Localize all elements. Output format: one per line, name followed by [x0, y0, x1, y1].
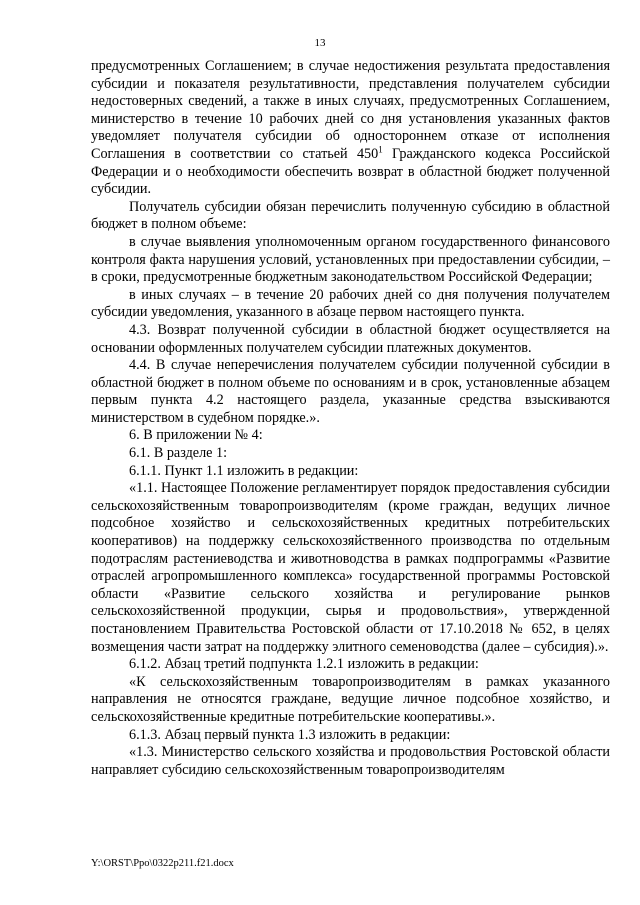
paragraph: 6.1.3. Абзац первый пункта 1.3 изложить в редакции: [129, 726, 451, 743]
paragraph: 6.1. В разделе 1: [129, 445, 228, 462]
paragraph: «1.3. Министерство сельского хозяйства и продовольствия Ростовской области направляет субсидию сельскохозяйственным товаропроизводителям [91, 744, 610, 778]
document-body [91, 58, 610, 779]
paragraph: в случае выявления уполномоченным органом государственного финансового контроля факта нарушения условий, установленных при предоставлении субсидии, – в сроки, предусмотренные бюджетным законодательством Российской Федерации; [91, 233, 610, 286]
paragraph: 6.1.2. Абзац третий подпункта 1.2.1 изложить в редакции: [129, 656, 479, 673]
paragraph: 6. В приложении № 4: [129, 427, 263, 444]
paragraph: 4.4. В случае неперечисления получателем субсидии полученной субсидии в областной бюджет в полном объеме по основаниям и в срок, установленные абзацем первым пункта 4.2 настоящего раздела, указанные средства взыскиваются министерством в судебном порядке.». [91, 357, 610, 426]
paragraph-text-tail: Гражданского кодекса Российской Федерации и о необходимости обеспечить возврат в областной бюджет полученной субсидии. [91, 145, 610, 198]
footer-file-path: Y:\ORST\Ppo\0322p211.f21.docx [91, 858, 234, 869]
paragraph: 6.1.1. Пункт 1.1 изложить в редакции: [129, 462, 359, 479]
paragraph: 4.3. Возврат полученной субсидии в областной бюджет осуществляется на основании оформленных получателем субсидии платежных документов. [91, 321, 610, 356]
paragraph: «К сельскохозяйственным товаропроизводителям в рамках указанного направления не относятся граждане, ведущие личное подсобное хозяйство, и сельскохозяйственные кредитные потребительские кооперативы.». [91, 673, 610, 725]
paragraph [91, 58, 610, 199]
paragraph: в иных случаях – в течение 20 рабочих дней со дня получения получателем субсидии уведомления, указанного в абзаце первом настоящего пункта. [91, 286, 610, 321]
paragraph: Получатель субсидии обязан перечислить полученную субсидию в областной бюджет в полном объеме: [91, 198, 610, 233]
footnote-superscript: 1 [378, 144, 383, 155]
page-number: 13 [314, 37, 326, 49]
paragraph: «1.1. Настоящее Положение регламентирует порядок предоставления субсидии сельскохозяйственным товаропроизводителям (кроме граждан, ведущих личное подсобное хозяйство и сельскохозяйственных кредитных потребительских кооперативов) на поддержку сельскохозяйственного производства по отдельным подотраслям растениеводства и животноводства в рамках подпрограммы «Развитие отраслей агропромышленного комплекса» государственной программы Ростовской области «Развитие сельского хозяйства и регулирование рынков сельскохозяйственной продукции, сырья и продовольствия», утвержденной постановлением Правительства Ростовской области от 17.10.2018 № 652, в целях возмещения части затрат на поддержку элитного семеноводства (далее – субсидия).». [91, 480, 610, 655]
paragraph-text: предусмотренных Соглашением; в случае недостижения результата предоставления субсидии и показателя результативности, представления получателем субсидии недостоверных сведений, а также в иных случаях, предусмотренных Соглашением, министерство в течение 10 рабочих дней со дня установления указанных фактов уведомляет получателя субсидии об одностороннем отказе от исполнения Соглашения в соответствии со статьей 450 [91, 58, 610, 162]
